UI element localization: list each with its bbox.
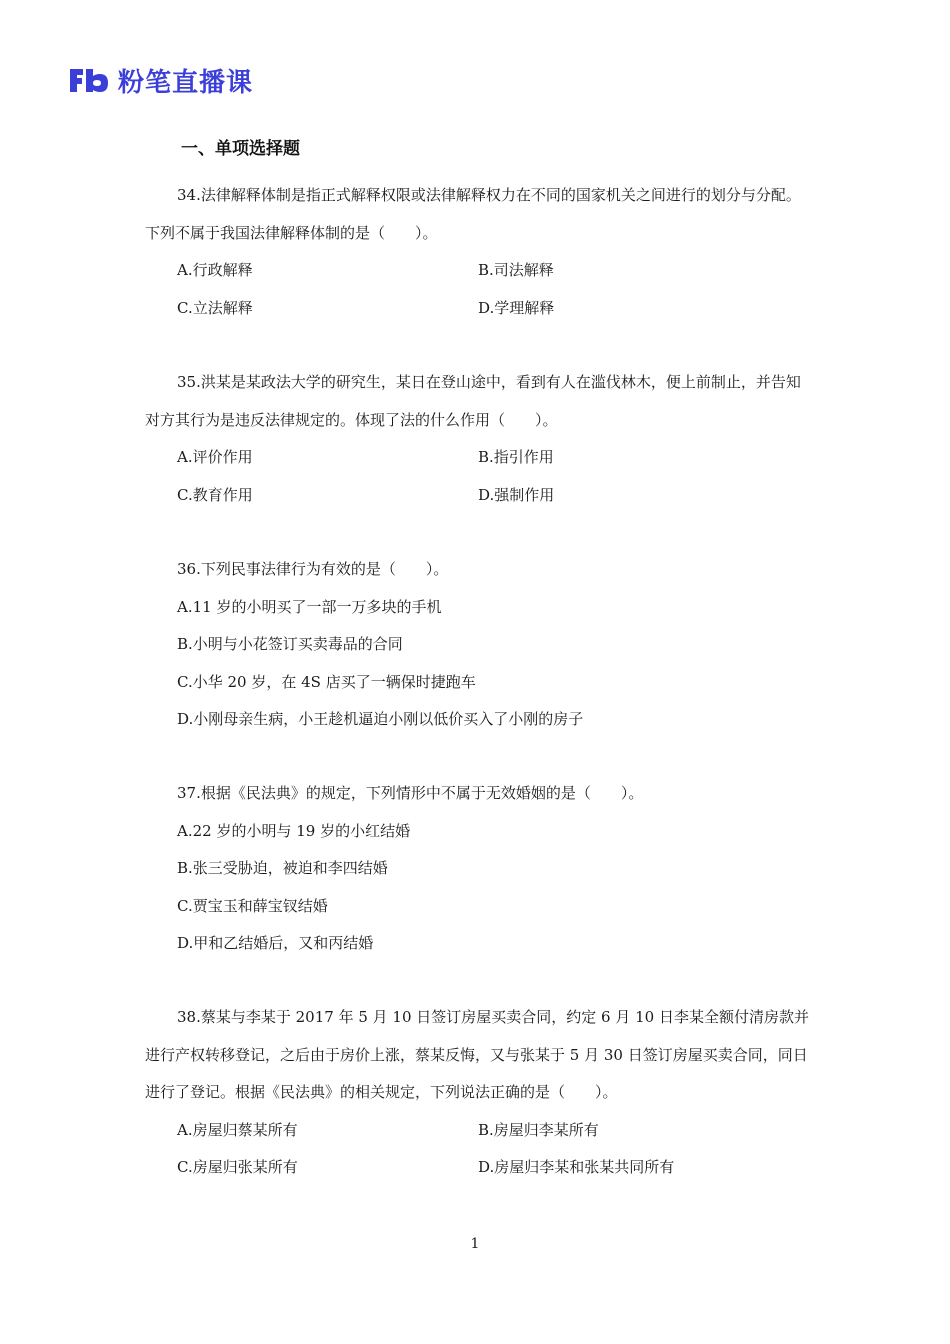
option-d: D.房屋归李某和张某共同所有 [478,1158,675,1176]
option-a: A.11 岁的小明买了一部一万多块的手机 [177,597,442,616]
question-37 [145,775,810,963]
question-38 [145,999,810,1187]
logo-text: 粉笔直播课 [118,67,254,98]
option-a: A.22 岁的小明与 19 岁的小红结婚 [177,821,411,840]
option-c: C.房屋归张某所有 [177,1158,298,1176]
option-d: D.甲和乙结婚后，又和丙结婚 [177,934,374,952]
brand-logo [68,62,253,98]
question-stem: 35.洪某是某政法大学的研究生，某日在登山途中，看到有人在滥伐林木，便上前制止，并告知对方其行为是违反法律规定的。体现了法的什么作用（ ）。 [145,373,801,429]
option-a: A.行政解释 [177,261,253,279]
option-b: B.房屋归李某所有 [478,1120,599,1139]
question-34 [145,177,810,327]
option-c: C.教育作用 [177,485,253,504]
option-c: C.小华 20 岁，在 4S 店买了一辆保时捷跑车 [177,672,476,691]
option-b: B.指引作用 [478,448,554,466]
option-b: B.司法解释 [478,261,554,279]
question-stem: 37.根据《民法典》的规定，下列情形中不属于无效婚姻的是（ ）。 [177,784,644,802]
option-a: A.房屋归蔡某所有 [177,1120,298,1139]
question-stem: 38.蔡某与李某于 2017 年 5 月 10 日签订房屋买卖合同，约定 6 月 10 日李某全额付清房款并进行产权转移登记，之后由于房价上涨，蔡某反悔，又与张某于 5 月 30 日签订房屋买卖合同，同日进行了登记。根据《民法典》的相关规定，下列说法正确的是（ ）。 [145,1008,809,1101]
option-d: D.强制作用 [478,485,555,504]
option-b: B.张三受胁迫，被迫和李四结婚 [177,859,388,877]
option-c: C.立法解释 [177,298,253,317]
question-36 [145,551,810,739]
option-b: B.小明与小花签订买卖毒品的合同 [177,635,403,653]
fb-logo-icon [68,65,110,95]
question-stem: 36.下列民事法律行为有效的是（ ）。 [177,560,449,578]
page-number: 1 [470,1236,480,1252]
option-c: C.贾宝玉和薛宝钗结婚 [177,896,328,915]
question-35 [145,364,810,514]
question-stem: 34.法律解释体制是指正式解释权限或法律解释权力在不同的国家机关之间进行的划分与分配。下列不属于我国法律解释体制的是（ ）。 [145,186,801,242]
option-a: A.评价作用 [177,448,253,466]
option-d: D.学理解释 [478,298,555,317]
option-d: D.小刚母亲生病，小王趁机逼迫小刚以低价买入了小刚的房子 [177,710,584,728]
section-title: 一、单项选择题 [181,139,300,159]
